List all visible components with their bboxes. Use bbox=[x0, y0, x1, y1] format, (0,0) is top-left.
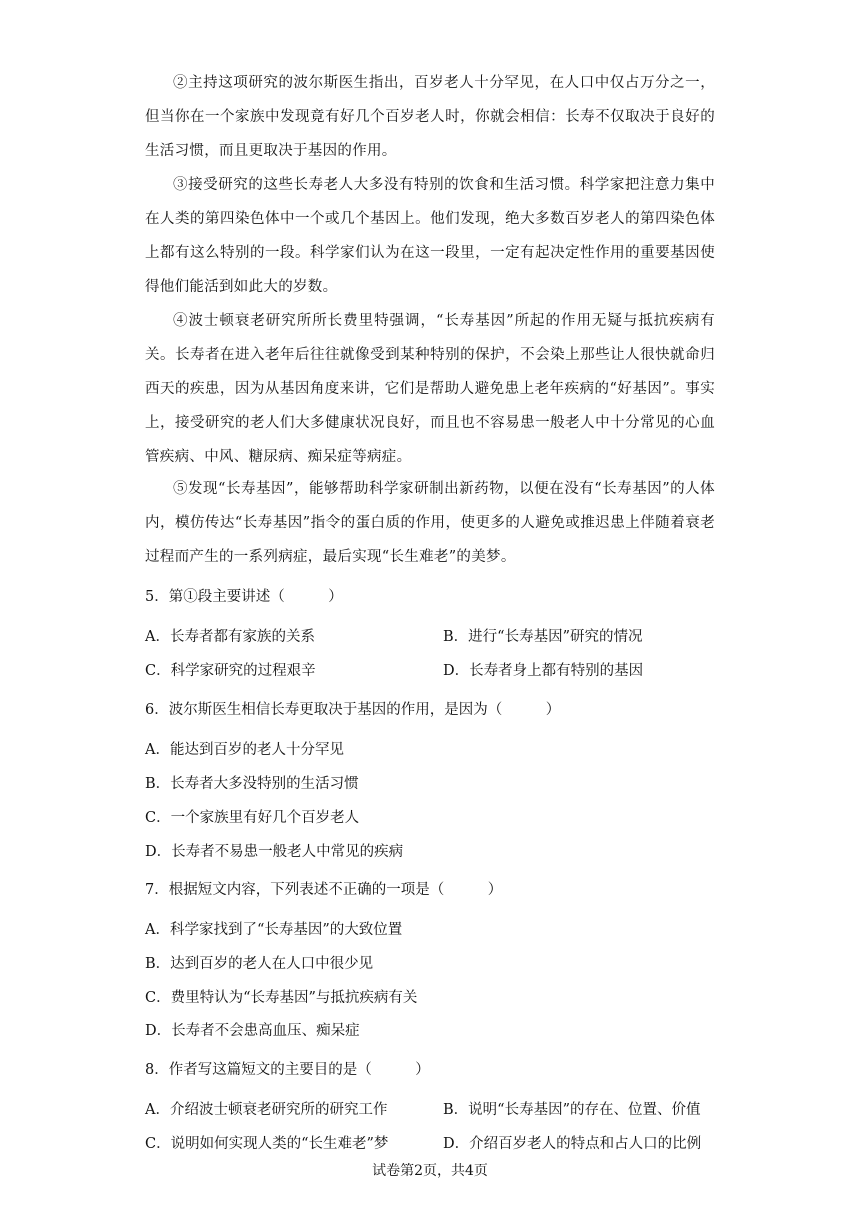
page-footer: 试卷第2页，共4页 bbox=[372, 1163, 488, 1179]
question-5-option-c[interactable]: C．科学家研究的过程艰辛 bbox=[145, 663, 316, 679]
question-5-option-b[interactable]: B．进行“长寿基因”研究的情况 bbox=[443, 629, 643, 645]
question-8-option-a[interactable]: A．介绍波士顿衰老研究所的研究工作 bbox=[145, 1102, 388, 1118]
question-8-option-b[interactable]: B．说明“长寿基因”的存在、位置、价值 bbox=[443, 1102, 701, 1118]
question-5-option-d[interactable]: D．长寿者身上都有特别的基因 bbox=[443, 663, 644, 679]
paragraph-5: ⑤发现“长寿基因”，能够帮助科学家研制出新药物，以便在没有“长寿基因”的人体内，模仿传达“长寿基因”指令的蛋白质的作用，使更多的人避免或推迟患上伴随着衰老过程而产生的一系列病症，最后实现“长生难老”的美梦。 bbox=[145, 481, 715, 565]
question-6-option-a[interactable]: A．能达到百岁的老人十分罕见 bbox=[145, 742, 344, 758]
paragraph-3: ③接受研究的这些长寿老人大多没有特别的饮食和生活习惯。科学家把注意力集中在人类的第四染色体中一个或几个基因上。他们发现，绝大多数百岁老人的第四染色体上都有这么特别的一段。科学家们认为在这一段里，一定有起决定性作用的重要基因使得他们能活到如此大的岁数。 bbox=[145, 177, 715, 295]
question-6-option-b[interactable]: B．长寿者大多没特别的生活习惯 bbox=[145, 776, 359, 792]
question-5-stem: 5．第①段主要讲述（ ） bbox=[145, 589, 343, 605]
question-7-option-d[interactable]: D．长寿者不会患高血压、痴呆症 bbox=[145, 1023, 360, 1039]
paragraph-2: ②主持这项研究的波尔斯医生指出，百岁老人十分罕见，在人口中仅占万分之一，但当你在一个家族中发现竟有好几个百岁老人时，你就会相信：长寿不仅取决于良好的生活习惯，而且更取决于基因的作用。 bbox=[145, 75, 715, 159]
question-7-option-a[interactable]: A．科学家找到了“长寿基因”的大致位置 bbox=[145, 922, 403, 938]
question-7-stem: 7．根据短文内容，下列表述不正确的一项是（ ） bbox=[145, 882, 503, 898]
question-8-stem: 8．作者写这篇短文的主要目的是（ ） bbox=[145, 1062, 430, 1078]
question-7-option-c[interactable]: C．费里特认为“长寿基因”与抵抗疾病有关 bbox=[145, 990, 418, 1006]
paragraph-4: ④波士顿衰老研究所所长费里特强调，“长寿基因”所起的作用无疑与抵抗疾病有关。长寿者在进入老年后往往就像受到某种特别的保护，不会染上那些让人很快就命归西天的疾患，因为从基因角度来讲，它们是帮助人避免患上老年疾病的“好基因”。事实上，接受研究的老人们大多健康状况良好，而且也不容易患一般老人中十分常见的心血管疾病、中风、糖尿病、痴呆症等病症。 bbox=[145, 313, 715, 465]
question-6-stem: 6．波尔斯医生相信长寿更取决于基因的作用，是因为（ ） bbox=[145, 702, 561, 718]
question-8-option-c[interactable]: C．说明如何实现人类的“长生难老”梦 bbox=[145, 1136, 389, 1152]
question-8-option-d[interactable]: D．介绍百岁老人的特点和占人口的比例 bbox=[443, 1136, 702, 1152]
question-5-option-a[interactable]: A．长寿者都有家族的关系 bbox=[145, 629, 315, 645]
question-6-option-c[interactable]: C．一个家族里有好几个百岁老人 bbox=[145, 810, 360, 826]
question-7-option-b[interactable]: B．达到百岁的老人在人口中很少见 bbox=[145, 956, 374, 972]
question-6-option-d[interactable]: D．长寿者不易患一般老人中常见的疾病 bbox=[145, 844, 404, 860]
